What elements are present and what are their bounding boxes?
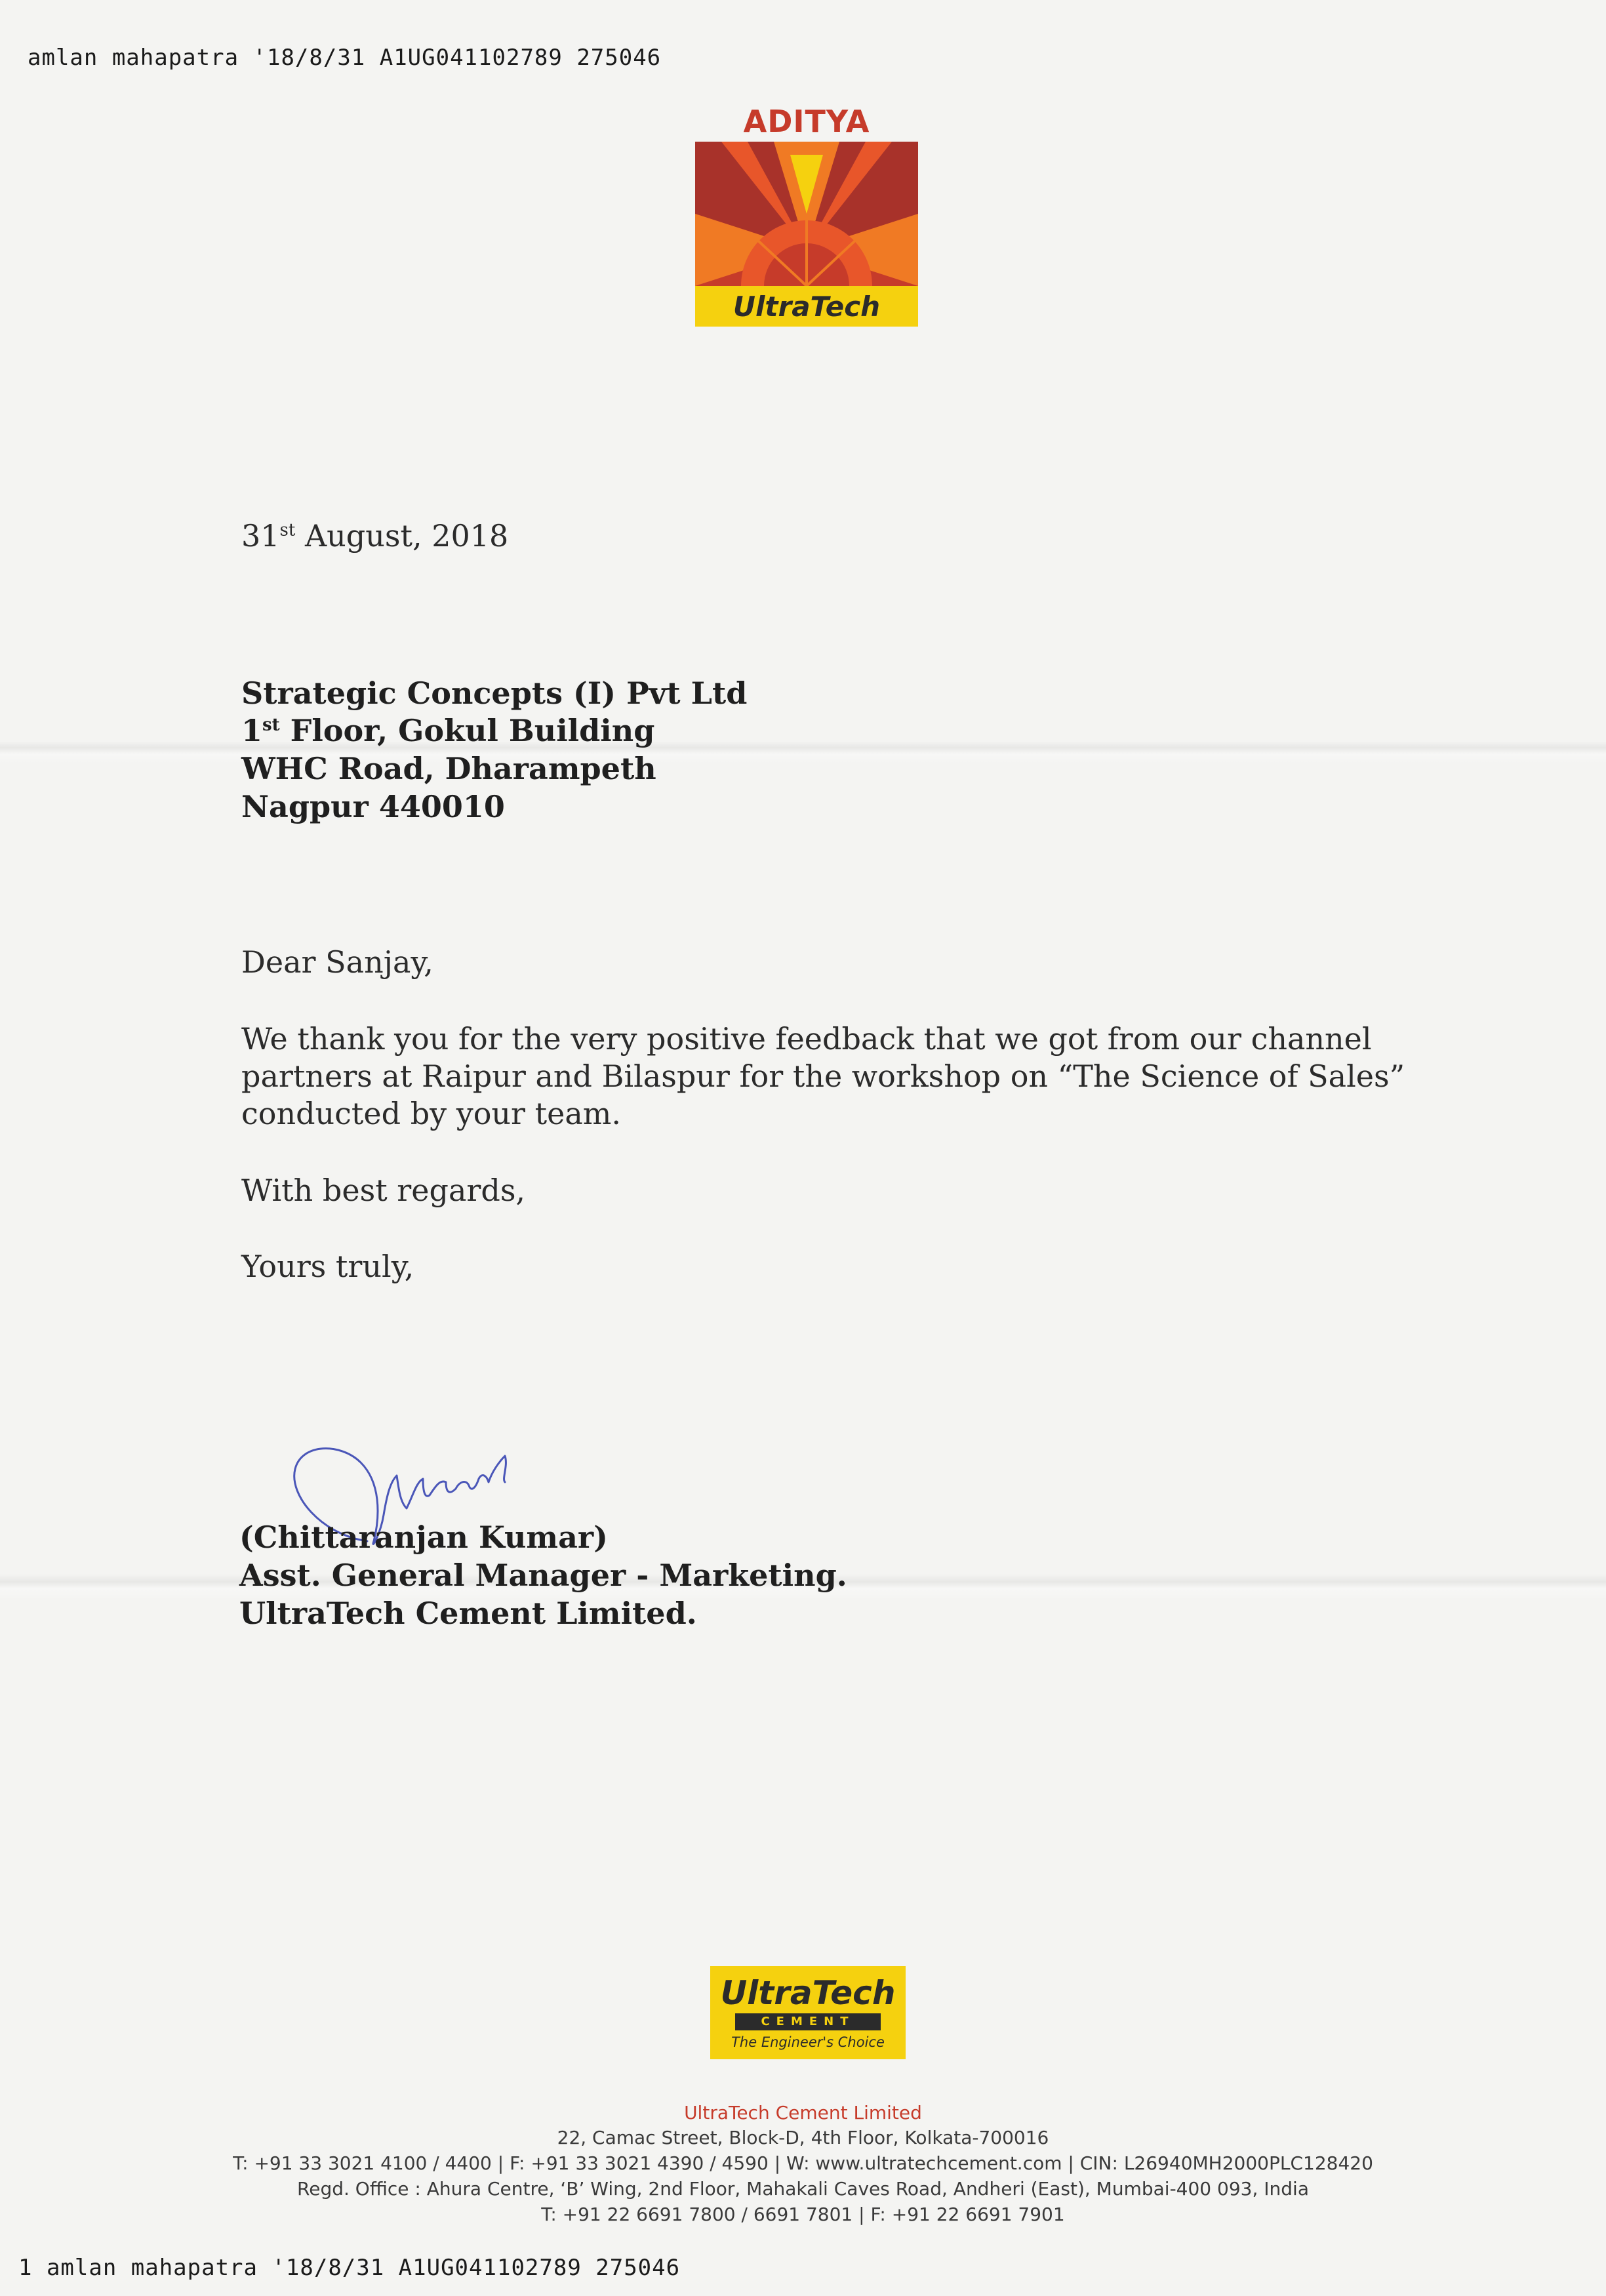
recipient-line-1: Strategic Concepts (I) Pvt Ltd [241,675,748,711]
signatory-name: (Chittaranjan Kumar) [239,1520,608,1555]
fax-header-bottom: 1 amlan mahapatra '18/8/31 A1UG041102789 275046 [18,2255,681,2281]
logo-group-name: ADITYA [743,104,870,139]
closing: With best regards, [241,1173,526,1208]
footer-regd-phone: T: +91 22 6691 7800 / 6691 7801 | F: +91 22 6691 7901 [541,2204,1065,2225]
sunburst-logo-icon [695,142,918,286]
recipient-floor-number: 1 [241,713,263,748]
recipient-floor-suffix: st [262,715,280,735]
footer-logo-tagline: The Engineer's Choice [731,2034,885,2050]
body-line-2: partners at Raipur and Bilaspur for the workshop on “The Science of Sales” [241,1058,1405,1094]
fax-header-top: amlan mahapatra '18/8/31 A1UG041102789 275046 [28,45,662,71]
footer-logo-brand: UltraTech [720,1974,896,2012]
recipient-line-4: Nagpur 440010 [241,789,505,824]
signatory-company: UltraTech Cement Limited. [239,1596,697,1631]
recipient-line-3: WHC Road, Dharampeth [241,751,656,786]
aditya-birla-ultratech-logo [694,104,919,327]
recipient-floor-rest: Floor, Gokul Building [279,713,655,748]
date-suffix: st [279,520,296,540]
recipient-line-2 [241,713,654,748]
logo-brand-text: UltraTech [733,290,881,323]
footer-contact: T: +91 33 3021 4100 / 4400 | F: +91 33 3021 4390 / 4590 | W: www.ultratechcement.com | CIN: L26940MH2000PLC128420 [233,2152,1373,2174]
letter-date [241,518,508,554]
body-line-3: conducted by your team. [241,1096,622,1131]
footer-logo-sub: CEMENT [735,2013,881,2030]
footer-regd-office: Regd. Office : Ahura Centre, ‘B’ Wing, 2nd Floor, Mahakali Caves Road, Andheri (East), Mumbai-400 093, India [297,2178,1309,2200]
footer-address: 22, Camac Street, Block-D, 4th Floor, Kolkata-700016 [557,2127,1049,2148]
signatory-title: Asst. General Manager - Marketing. [239,1558,847,1593]
footer-company: UltraTech Cement Limited [684,2102,922,2124]
date-day: 31 [241,518,280,554]
date-rest: August, 2018 [295,518,509,554]
logo-brand-band [695,286,918,327]
salutation: Dear Sanjay, [241,944,433,980]
sign-off: Yours truly, [241,1249,414,1284]
body-line-1: We thank you for the very positive feedback that we got from our channel [241,1021,1372,1057]
ultratech-cement-logo [710,1966,906,2059]
